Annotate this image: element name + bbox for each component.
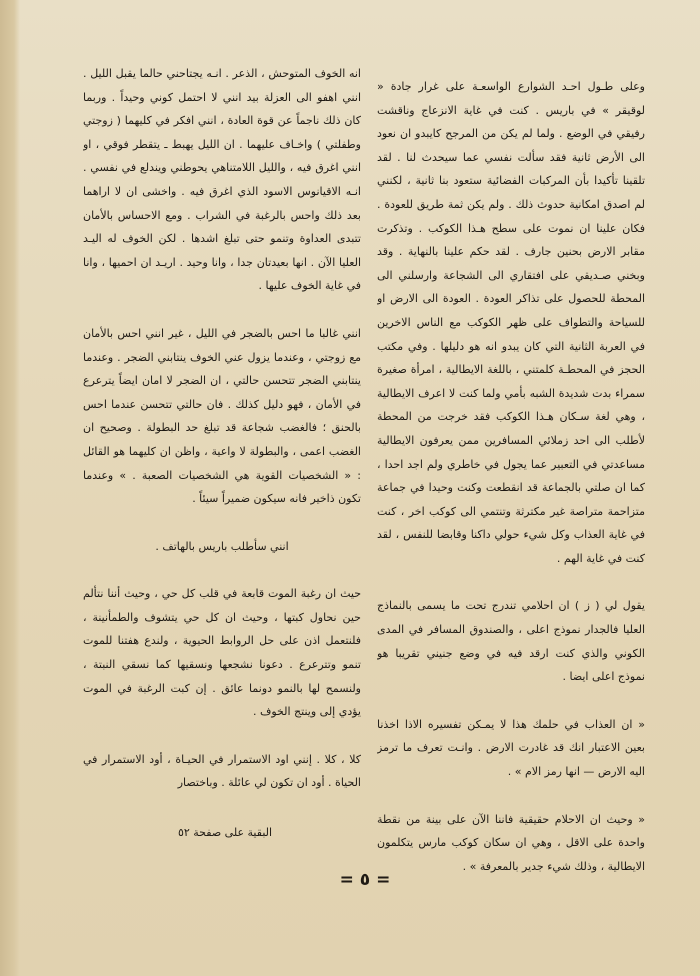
left-text-column xyxy=(83,62,361,902)
right-text-column xyxy=(377,75,645,920)
page-number: = ٥ = xyxy=(339,870,391,890)
left-paragraph-1: انه الخوف المتوحش ، الذعر . انـه يجتاحني حالما يقبل الليل . انني اهفو الى العزلة بيد انني لا احتمل كوني وحيداً . وربما كان ذلك ناجماً عن قوة العادة ، انني افكر في كليهما ( زوجتي وطفلتي ) واخـاف عليهما . ان الليل يهبط ـ يتقطر فوقي ، او انني اغرق فيه ، والليل اللامتناهي يحوطني ويندلع في نفسي . انـه الاقيانوس الاسود الذي اغرق فيه . واخشى ان لا اراهما بعد ذلك واحس بالرغبة في الشراب . ومع الاحساس بالأمان تتبدى العداوة وتنمو حتى تبلغ اشدها . لكن الخوف له اليـد العليا الآن . انها بعيدتان جدا ، وانا وحيد . اريـد ان احميها ، وانا في غاية الخوف عليها . xyxy=(83,67,361,293)
left-paragraph-3: انني سأطلب باريس بالهاتف . xyxy=(155,539,289,553)
right-paragraph-2: يقول لي ( ز ) ان احلامي تندرج تحت ما يسمى بالنماذج العليا فالجدار نموذج اعلى ، والصندوق المسافر في المدى الكوني والذي كنت ارقد فيه في وضع جنيني تقريبا هو نموذج اعلى ايضا . xyxy=(377,599,645,684)
right-paragraph-4: « وحيث ان الاحلام حقيقية فاننا الآن على بينة من نقطة واحدة على الاقل ، وهي ان سكان كوكب مارس يتكلمون الايطالية ، وذلك شيء جدير بالمعرفة » . xyxy=(377,812,645,873)
left-paragraph-2: انني غالبا ما احس بالضجر في الليل ، غير انني احس بالأمان مع زوجتي ، وعندما يزول عني الخوف ينتابني الضجر . وعندما ينتابني الضجر تتحسن حالتي ، ان الضجر لا امان ايضاً يترعرع في الأمان ، فهو دليل كذلك . فان حالتي تتحسن عندما احس بالحنق ؛ فالغضب شجاعة قد تبلغ حد البطولة . وصحيح ان الغضب اعمى ، والبطولة لا واعية ، واظن ان كليهما هو القائل : « الشخصيات القوية هي الشخصيات الصعبة . » وعندما تكون ذاخير فانه سيكون ضميراً سيئاً . xyxy=(83,326,361,506)
page-binding-edge xyxy=(0,0,20,976)
right-paragraph-1: وعلى طـول احـد الشوارع الواسعـة على غرار جادة « لوقيقر » في باريس . كنت في غاية الانزعاج وناقشت رفيقي في الوضع . ولما لم يكن من المرجح كايبدو ان نعود الى الأرض ثانية فقد سألت نفسي عما سيحدث لنا . لقد تلقينا تأكيدا بأن المركبات الفضائية ستعود بنا ثانية ، لكنني لم اصدق امكانية حدوث ذلك . ولم يكن ثمة طريق للعودة . فكان علينا ان نموت على سطح هـذا الكوكب . وتذكرت مقابر الارض بحنين جارف . لقد حكم علينا بالنهاية . وقد وبخني صـديقي على افتقاري الى الشجاعة وارسلني الى المحطة للحصول على تذاكر العودة . العودة الى الارض او للسياحة والتطواف على ظهر الكوكب مع الناس الاخرين في العربة الثانية التي كان يبدو انه هو دليلها . وفي مكتب الحجز في المحطـة كلمتني ، باللغة الايطالية ، امرأة صغيرة سمراء بدت شديدة الشبه بأمي ولما كنت لا اعرف الايطالية ، وهي لغة سـكان هـذا الكوكب فقد خرجت من المحطة لأطلب الى احد زملائي المسافرين ممن يعرفون الايطالية مساعدتي في التعبير عما يجول في خاطري ولم اجد احدا ، كما ان صلتي بالجماعة قد انقطعت وكنت وحيدا في جماعة متزاحمة متراصة غير مكترثة وتنتمي الى كوكب اخر ، كنت في غاية العذاب وكل شيء حولي داكنا وقابضا للنفس ، لقد كنت في غاية الهم . xyxy=(377,80,645,565)
continued-note: البقية على صفحة ٥٢ xyxy=(177,826,273,839)
right-paragraph-3: « ان العذاب في حلمك هذا لا يمـكن تفسيره الاذا اخذنا بعين الاعتبار انك قد غادرت الارض . وانـت تعرف ما ترمز اليه الارض — انها رمز الام » . xyxy=(377,717,645,779)
left-paragraph-4: حيث ان رغبة الموت قابعة في قلب كل حي ، وحيث أننا نتألم حين نحاول كبتها ، وحيث ان كل حي يتشوف والطمأنينة ، فلنتعمل اذن على حل الروابط الحيوية ، ولندع هفتنا للموت تنمو وتترعرع . دعونا نشجعها ونسقيها كما نسقي النبتة ، ولنسمح لها بالنمو دونما عائق . إن كبت الرغبة في الموت يؤدي إلى وينتج الخوف . xyxy=(83,587,361,719)
left-paragraph-5: كلا ، كلا . إنني اود الاستمرار في الحيـاة ، أود الاستمرار في الحياة . أود ان تكون لي عائلة . وباختصار xyxy=(83,752,361,790)
